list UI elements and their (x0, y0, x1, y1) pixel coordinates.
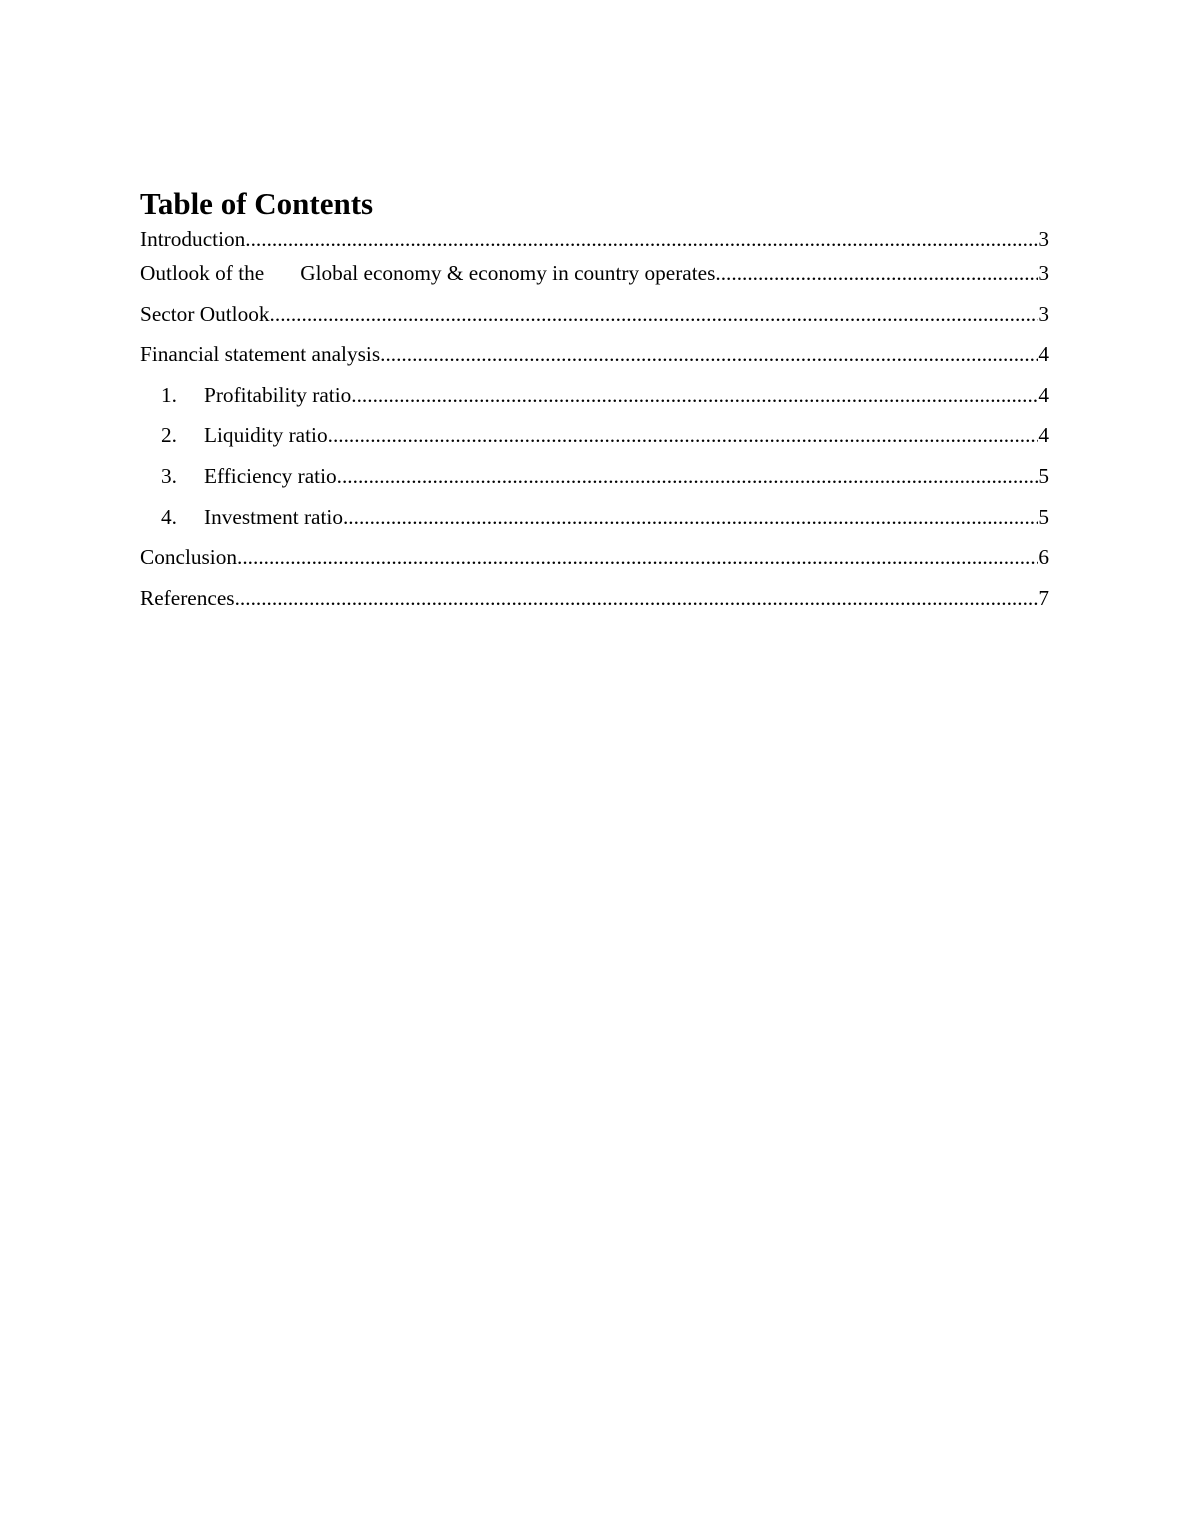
toc-page-number: 4 (1038, 342, 1049, 367)
toc-page-number: 3 (1038, 301, 1049, 326)
toc-dot-leader (237, 539, 1038, 575)
toc-entry-sector-outlook[interactable] (140, 296, 1049, 337)
toc-entry-investment-ratio[interactable] (140, 499, 1049, 540)
toc-entry-number: 1. (161, 382, 177, 407)
toc-entry-number: 3. (161, 463, 177, 488)
toc-dot-leader (235, 580, 1039, 616)
toc-page-number: 4 (1038, 423, 1049, 448)
toc-page-number: 3 (1038, 261, 1049, 285)
toc-entry-liquidity-ratio[interactable] (140, 417, 1049, 458)
toc-entry-conclusion[interactable] (140, 539, 1049, 580)
toc-list (140, 223, 1049, 620)
toc-entry-label: Introduction (140, 227, 246, 251)
toc-entry-efficiency-ratio[interactable] (140, 458, 1049, 499)
toc-entry-profitability-ratio[interactable] (140, 377, 1049, 418)
toc-entry-financial-statement-analysis[interactable] (140, 336, 1049, 377)
toc-entry-outlook[interactable] (140, 255, 1049, 296)
toc-page-number: 7 (1038, 585, 1049, 610)
toc-entry-label: Financial statement analysis (140, 342, 381, 367)
toc-dot-leader (715, 255, 1038, 291)
toc-entry-introduction[interactable] (140, 223, 1049, 255)
toc-entry-label: Liquidity ratio (204, 423, 328, 448)
toc-page-number: 3 (1038, 227, 1049, 251)
toc-entry-number: 2. (161, 423, 177, 448)
toc-dot-leader (245, 223, 1038, 255)
toc-entry-label: Investment ratio (204, 504, 343, 529)
toc-entry-label (140, 255, 715, 291)
toc-page-number: 6 (1038, 545, 1049, 570)
toc-dot-leader (380, 336, 1038, 372)
toc-dot-leader (270, 296, 1039, 332)
document-page (140, 185, 1049, 620)
toc-entry-label: Conclusion (140, 545, 238, 570)
toc-page-number: 5 (1038, 504, 1049, 529)
toc-entry-label-part1: Outlook of the (140, 261, 265, 285)
toc-dot-leader (337, 458, 1039, 494)
toc-entry-label: Efficiency ratio (204, 463, 337, 488)
toc-dot-leader (328, 417, 1039, 453)
toc-dot-leader (351, 377, 1038, 413)
toc-entry-references[interactable] (140, 580, 1049, 621)
toc-page-number: 5 (1038, 463, 1049, 488)
toc-entry-number: 4. (161, 504, 177, 529)
toc-page-number: 4 (1038, 382, 1049, 407)
toc-entry-label: References (140, 585, 235, 610)
toc-entry-label-part2: Global economy & economy in country operates (300, 261, 716, 285)
toc-entry-label: Profitability ratio (204, 382, 352, 407)
toc-dot-leader (343, 499, 1038, 535)
toc-entry-label: Sector Outlook (140, 301, 270, 326)
toc-title: Table of Contents (140, 186, 374, 221)
